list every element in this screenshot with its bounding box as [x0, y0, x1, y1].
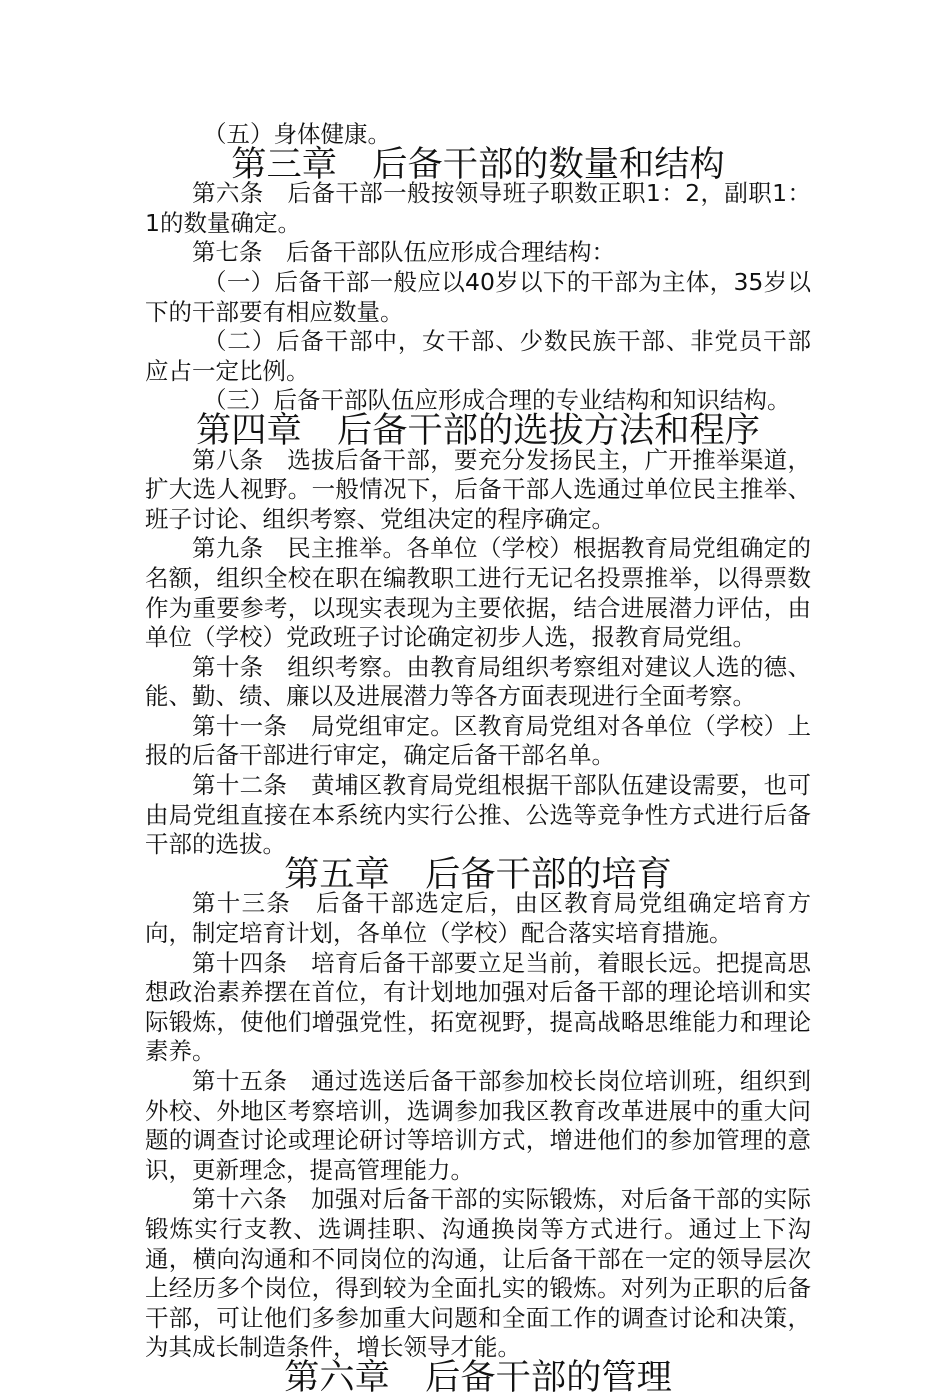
article-11: 第十一条 局党组审定。区教育局党组对各单位（学校）上报的后备干部进行审定，确定后备干部名单。 [145, 711, 811, 770]
article-7-item-1: （一）后备干部一般应以40岁以下的干部为主体，35岁以下的干部要有相应数量。 [145, 267, 811, 326]
article-9: 第九条 民主推举。各单位（学校）根据教育局党组确定的名额，组织全校在职在编教职工进行无记名投票推举，以得票数作为重要参考，以现实表现为主要依据，结合进展潜力评估，由单位（学校）党政班子讨论确定初步人选，报教育局党组。 [145, 534, 811, 652]
chapter-heading-6: 第六章 后备干部的管理 [284, 1356, 672, 1398]
article-14: 第十四条 培育后备干部要立足当前，着眼长远。把提高思想政治素养摆在首位，有计划地加强对后备干部的理论培训和实际锻炼，使他们增强党性，拓宽视野，提高战略思维能力和理论素养。 [145, 948, 811, 1066]
article-15: 第十五条 通过选送后备干部参加校长岗位培训班，组织到外校、外地区考察培训，选调参加我区教育改革进展中的重大问题的调查讨论或理论研讨等培训方式，增进他们的参加管理的意识，更新理念，提高管理能力。 [145, 1067, 811, 1184]
chapter-heading-4: 第四章 后备干部的选拔方法和程序 [196, 409, 760, 451]
article-8: 第八条 选拔后备干部，要充分发扬民主，广开推举渠道，扩大选人视野。一般情况下，后备干部人选通过单位民主推举、班子讨论、组织考察、党组决定的程序确定。 [145, 445, 811, 533]
article-10: 第十条 组织考察。由教育局组织考察组对建议人选的德、能、勤、绩、廉以及进展潜力等各方面表现进行全面考察。 [145, 652, 811, 711]
article-7-item-2: （二）后备干部中，女干部、少数民族干部、非党员干部应占一定比例。 [145, 327, 811, 385]
document-page [145, 120, 811, 1398]
article-16: 第十六条 加强对后备干部的实际锻炼，对后备干部的实际锻炼实行支教、选调挂职、沟通换岗等方式进行。通过上下沟通，横向沟通和不同岗位的沟通，让后备干部在一定的领导层次上经历多个岗位，得到较为全面扎实的锻炼。对列为正职的后备干部，可让他们多参加重大问题和全面工作的调查讨论和决策，为其成长制造条件，增长领导才能。 [145, 1185, 811, 1362]
article-6: 第六条 后备干部一般按领导班子职数正职1：2，副职1：1的数量确定。 [145, 179, 811, 237]
article-7-item-3: （三）后备干部队伍应形成合理的专业结构和知识结构。 [203, 386, 791, 415]
article-7: 第七条 后备干部队伍应形成合理结构： [192, 238, 615, 267]
chapter-heading-5: 第五章 后备干部的培育 [284, 853, 672, 895]
paragraph-item-5: （五）身体健康。 [203, 120, 391, 148]
chapter-heading-3: 第三章 后备干部的数量和结构 [231, 143, 725, 185]
article-12: 第十二条 黄埔区教育局党组根据干部队伍建设需要，也可由局党组直接在本系统内实行公推、公选等竞争性方式进行后备干部的选拔。 [145, 771, 811, 859]
article-13: 第十三条 后备干部选定后，由区教育局党组确定培育方向，制定培育计划，各单位（学校）配合落实培育措施。 [145, 889, 811, 948]
